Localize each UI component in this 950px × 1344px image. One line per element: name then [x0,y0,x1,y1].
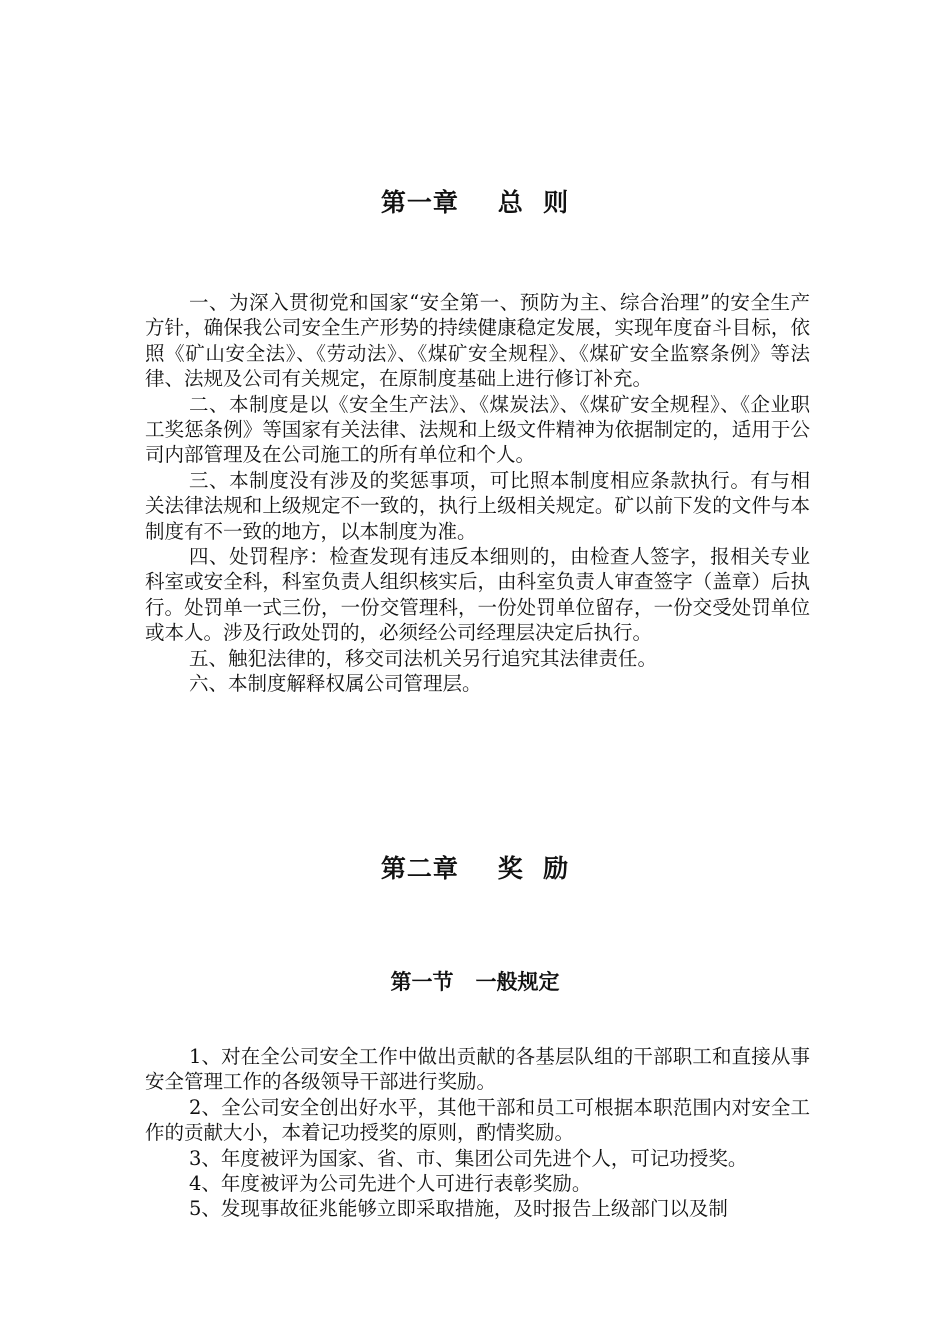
chapter-1-para-2: 二、本制度是以《安全生产法》、《煤炭法》、《煤矿安全规程》、《企业职工奖惩条例》等国家有关法律、法规和上级文件精神为依据制定的，适用于公司内部管理及在公司施工的所有单位和个人。 [145,392,810,467]
section-1-para-2: 2、全公司安全创出好水平，其他干部和员工可根据本职范围内对安全工作的贡献大小，本着记功授奖的原则，酌情奖励。 [145,1095,810,1145]
chapter-1-para-6: 六、本制度解释权属公司管理层。 [189,672,482,696]
chapter-2-title: 第二章 奖 励 [380,854,570,883]
section-1-para-1: 1、对在全公司安全工作中做出贡献的各基层队组的干部职工和直接从事安全管理工作的各级领导干部进行奖励。 [145,1045,810,1094]
chapter-1-para-5: 五、触犯法律的，移交司法机关另行追究其法律责任。 [189,646,658,670]
chapter-1-title: 第一章 总 则 [380,188,570,217]
section-1-para-3: 3、年度被评为国家、省、市、集团公司先进个人，可记功授奖。 [189,1146,748,1170]
section-1-para-5: 5、发现事故征兆能够立即采取措施，及时报告上级部门以及制 [189,1197,728,1221]
chapter-1-para-3: 三、本制度没有涉及的奖惩事项，可比照本制度相应条款执行。有与相关法律法规和上级规定不一致的，执行上级相关规定。矿以前下发的文件与本制度有不一致的地方，以本制度为准。 [145,468,810,543]
section-1-body [145,1044,810,1222]
section-1-para-4: 4、年度被评为公司先进个人可进行表彰奖励。 [189,1172,592,1196]
chapter-1-body [145,290,810,697]
chapter-1-para-4: 四、处罚程序：检查发现有违反本细则的，由检查人签字，报相关专业科室或安全科，科室负责人组织核实后，由科室负责人审查签字（盖章）后执行。处罚单一式三份，一份交管理科，一份处罚单位留存，一份交受处罚单位或本人。涉及行政处罚的，必须经公司经理层决定后执行。 [145,545,810,645]
section-1-title: 第一节 一般规定 [390,969,560,994]
chapter-1-para-1: 一、为深入贯彻党和国家“安全第一、预防为主、综合治理”的安全生产方针，确保我公司安全生产形势的持续健康稳定发展，实现年度奋斗目标，依照《矿山安全法》、《劳动法》、《煤矿安全规程》、《煤矿安全监察条例》等法律、法规及公司有关规定，在原制度基础上进行修订补充。 [145,291,810,391]
